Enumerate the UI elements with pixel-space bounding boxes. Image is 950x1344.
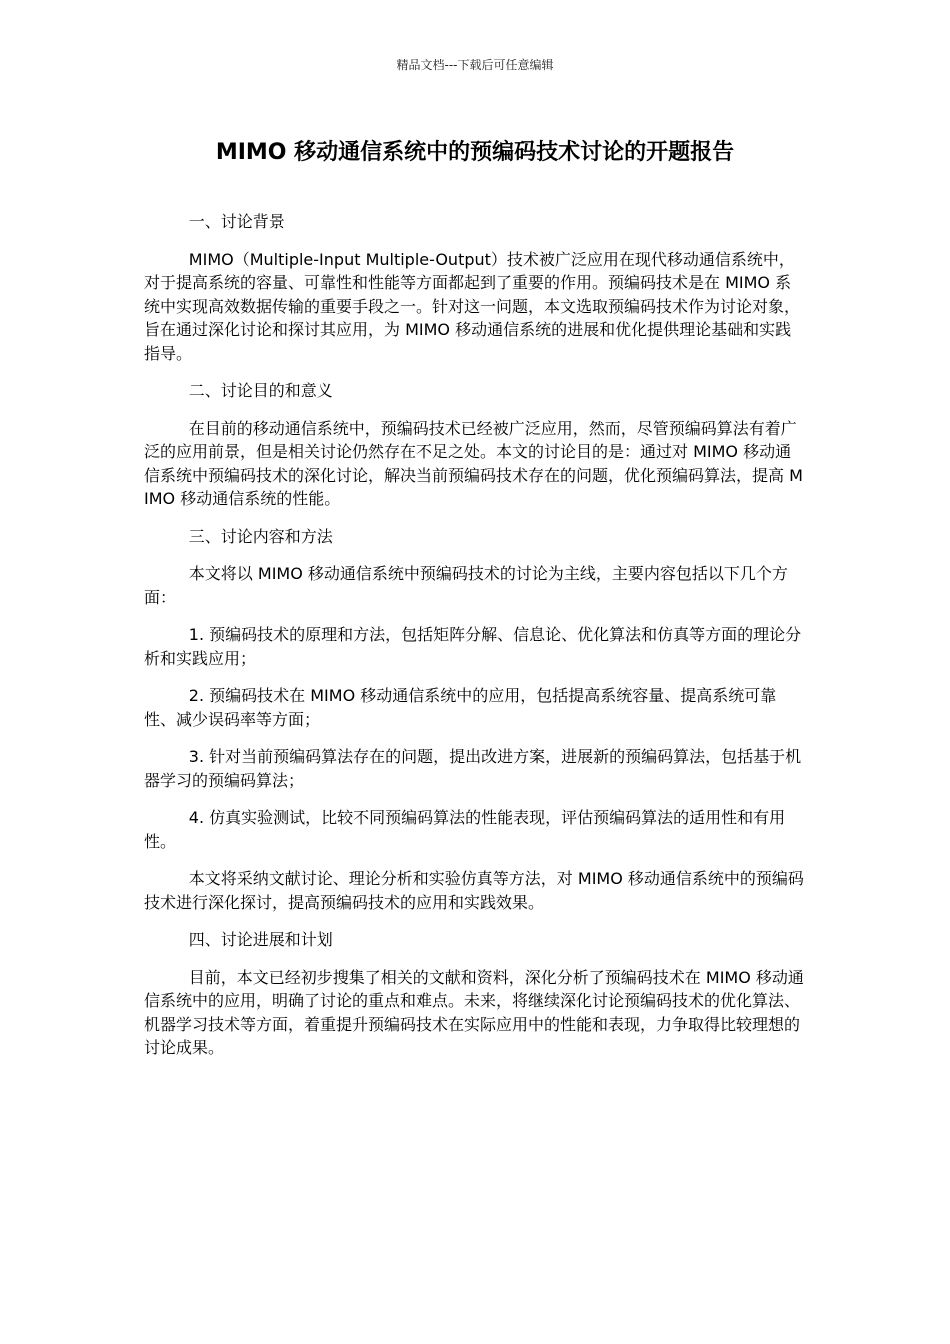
content-list-item-1: 1. 预编码技术的原理和方法，包括矩阵分解、信息论、优化算法和仿真等方面的理论分析和实践应用； — [144, 625, 802, 668]
background-paragraph: MIMO（Multiple-Input Multiple-Output）技术被广泛应用在现代移动通信系统中，对于提高系统的容量、可靠性和性能等方面都起到了重要的作用。预编码技术是在 MIMO 系统中实现高效数据传输的重要手段之一。针对这一问题，本文选取预编码技术作为讨论对象，旨在通过深化讨论和探讨其应用，为 MIMO 移动通信系统的进展和优化提供理论基础和实践指导。 — [144, 249, 801, 363]
section-heading-background: 一、讨论背景 — [188, 212, 285, 231]
document-body — [144, 210, 807, 1074]
progress-paragraph: 目前，本文已经初步搜集了相关的文献和资料，深化分析了预编码技术在 MIMO 移动通信系统中的应用，明确了讨论的重点和难点。未来，将继续深化讨论预编码技术的优化算法、机器学习技术等方面，着重提升预编码技术在实际应用中的性能和表现，力争取得比较理想的讨论成果。 — [144, 967, 804, 1057]
content-intro-paragraph: 本文将以 MIMO 移动通信系统中预编码技术的讨论为主线，主要内容包括以下几个方面： — [144, 564, 788, 607]
document-title: MIMO 移动通信系统中的预编码技术讨论的开题报告 — [215, 140, 735, 165]
content-list-item-2: 2. 预编码技术在 MIMO 移动通信系统中的应用，包括提高系统容量、提高系统可靠性、减少误码率等方面； — [144, 686, 777, 729]
header-note: 精品文档---下载后可任意编辑 — [396, 58, 554, 72]
content-method-paragraph: 本文将采纳文献讨论、理论分析和实验仿真等方法，对 MIMO 移动通信系统中的预编码技术进行深化探讨，提高预编码技术的应用和实践效果。 — [144, 869, 804, 912]
section-heading-progress: 四、讨论进展和计划 — [188, 930, 333, 949]
content-list-item-4: 4. 仿真实验测试，比较不同预编码算法的性能表现，评估预编码算法的适用性和有用性。 — [144, 808, 786, 851]
section-heading-purpose: 二、讨论目的和意义 — [188, 381, 333, 400]
purpose-paragraph: 在目前的移动通信系统中，预编码技术已经被广泛应用，然而，尽管预编码算法有着广泛的应用前景，但是相关讨论仍然存在不足之处。本文的讨论目的是：通过对 MIMO 移动通信系统中预编码技术的深化讨论，解决当前预编码技术存在的问题，优化预编码算法，提高 MIMO 移动通信系统的性能。 — [144, 418, 803, 508]
section-heading-content: 三、讨论内容和方法 — [188, 526, 333, 546]
content-list-item-3: 3. 针对当前预编码算法存在的问题，提出改进方案，进展新的预编码算法，包括基于机器学习的预编码算法； — [144, 747, 802, 790]
